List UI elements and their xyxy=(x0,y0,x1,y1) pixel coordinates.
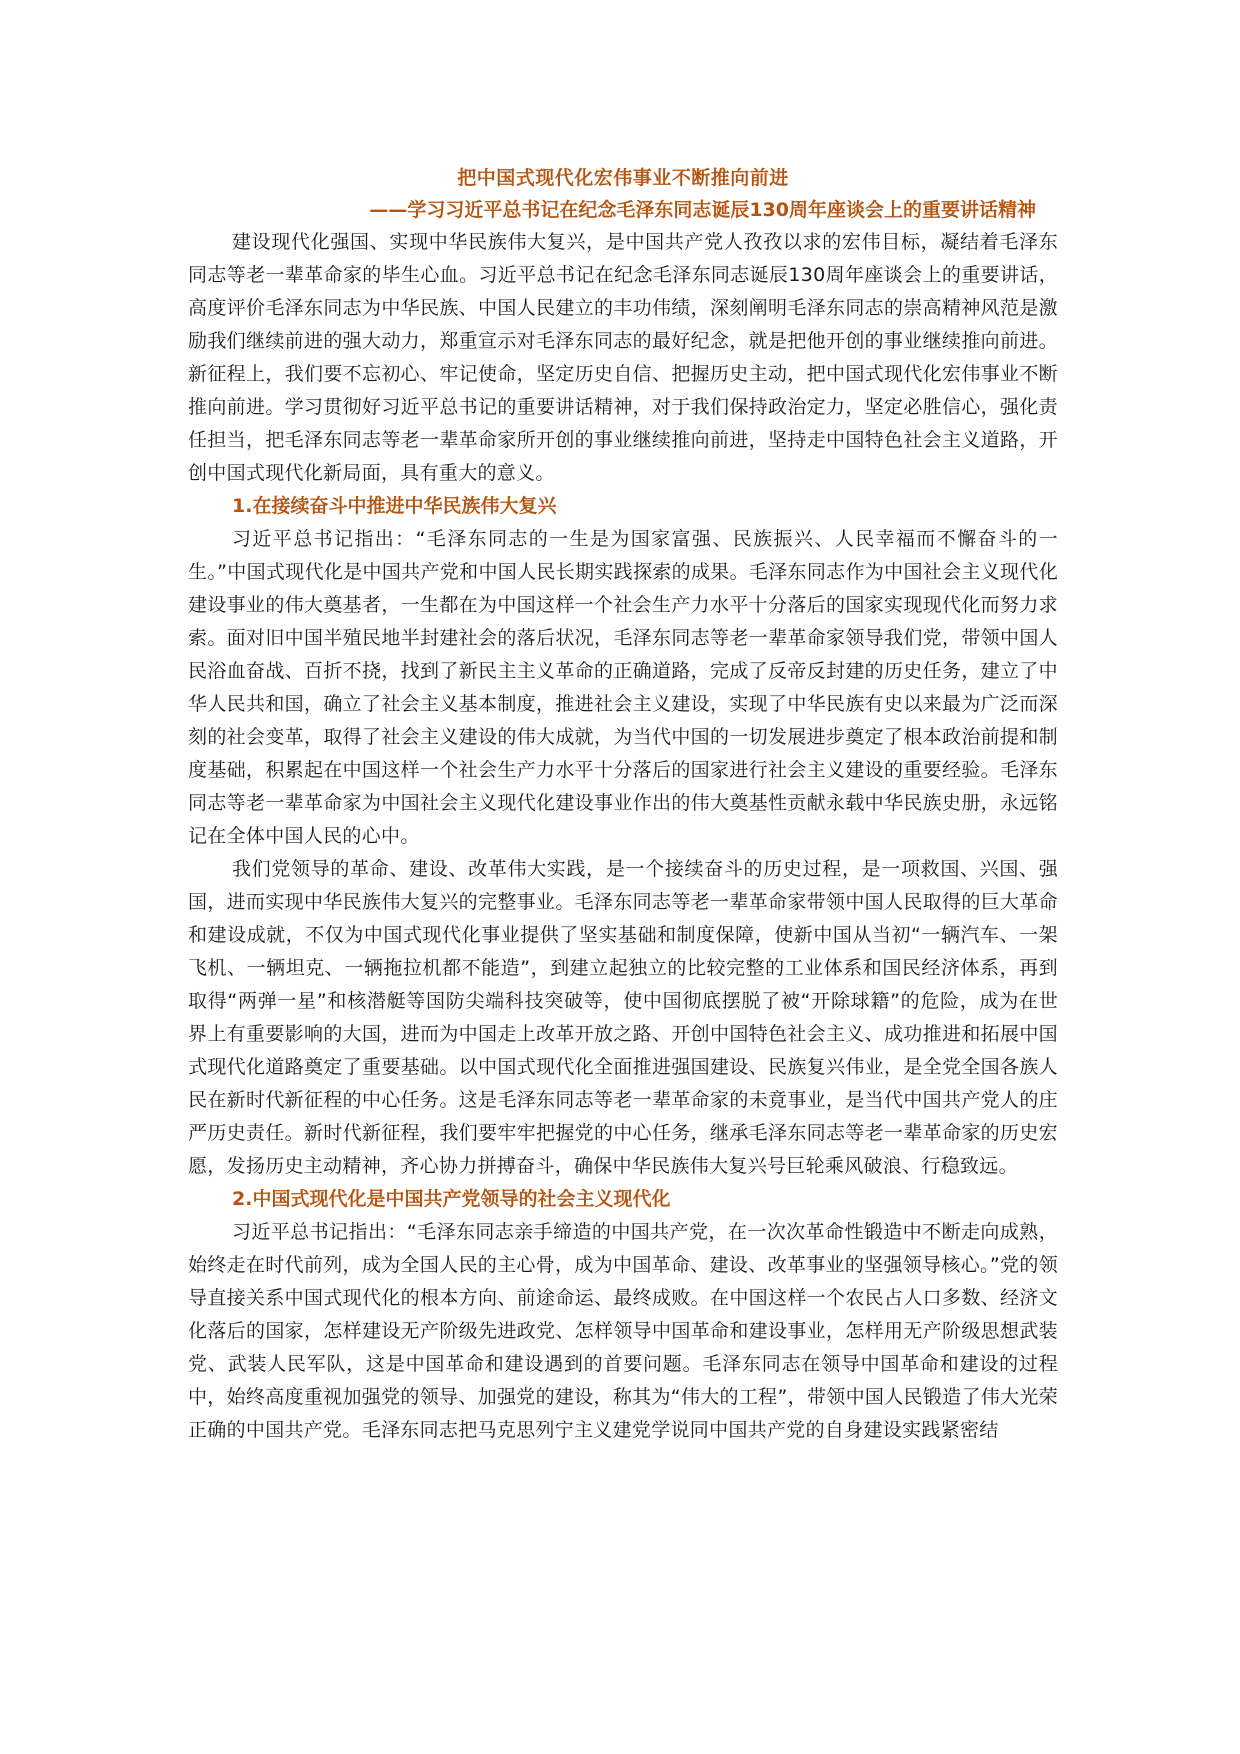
section-heading-2: 2.中国式现代化是中国共产党领导的社会主义现代化 xyxy=(232,1188,671,1210)
body-paragraph: 我们党领导的革命、建设、改革伟大实践，是一个接续奋斗的历史过程，是一项救国、兴国、强国，进而实现中华民族伟大复兴的完整事业。毛泽东同志等老一辈革命家带领中国人民取得的巨大革命和建设成就，不仅为中国式现代化事业提供了坚实基础和制度保障，使新中国从当初“一辆汽车、一架飞机、一辆坦克、一辆拖拉机都不能造”，到建立起独立的比较完整的工业体系和国民经济体系，再到取得“两弹一星”和核潜艇等国防尖端科技突破等，使中国彻底摆脱了被“开除球籍”的危险，成为在世界上有重要影响的大国，进而为中国走上改革开放之路、开创中国特色社会主义、成功推进和拓展中国式现代化道路奠定了重要基础。以中国式现代化全面推进强国建设、民族复兴伟业，是全党全国各族人民在新时代新征程的中心任务。这是毛泽东同志等老一辈革命家的未竟事业，是当代中国共产党人的庄严历史责任。新时代新征程，我们要牢牢把握党的中心任务，继承毛泽东同志等老一辈革命家的历史宏愿，发扬历史主动精神，齐心协力拼搏奋斗，确保中华民族伟大复兴号巨轮乘风破浪、行稳致远。 xyxy=(188,858,1058,1177)
document-subtitle: ——学习习近平总书记在纪念毛泽东同志诞辰130周年座谈会上的重要讲话精神 xyxy=(369,199,1036,221)
document-page xyxy=(188,162,1058,1447)
intro-paragraph: 建设现代化强国、实现中华民族伟大复兴，是中国共产党人孜孜以求的宏伟目标，凝结着毛泽东同志等老一辈革命家的毕生心血。习近平总书记在纪念毛泽东同志诞辰130周年座谈会上的重要讲话，高度评价毛泽东同志为中华民族、中国人民建立的丰功伟绩，深刻阐明毛泽东同志的崇高精神风范是激励我们继续前进的强大动力，郑重宣示对毛泽东同志的最好纪念，就是把他开创的事业继续推向前进。新征程上，我们要不忘初心、牢记使命，坚定历史自信、把握历史主动，把中国式现代化宏伟事业不断推向前进。学习贯彻好习近平总书记的重要讲话精神，对于我们保持政治定力，坚定必胜信心，强化责任担当，把毛泽东同志等老一辈革命家所开创的事业继续推向前进，坚持走中国特色社会主义道路，开创中国式现代化新局面，具有重大的意义。 xyxy=(188,231,1058,484)
body-paragraph: 习近平总书记指出：“毛泽东同志亲手缔造的中国共产党，在一次次革命性锻造中不断走向成熟，始终走在时代前列，成为全国人民的主心骨，成为中国革命、建设、改革事业的坚强领导核心。”党的领导直接关系中国式现代化的根本方向、前途命运、最终成败。在中国这样一个农民占人口多数、经济文化落后的国家，怎样建设无产阶级先进政党、怎样领导中国革命和建设事业，怎样用无产阶级思想武装党、武装人民军队，这是中国革命和建设遇到的首要问题。毛泽东同志在领导中国革命和建设的过程中，始终高度重视加强党的领导、加强党的建设，称其为“伟大的工程”，带领中国人民锻造了伟大光荣正确的中国共产党。毛泽东同志把马克思列宁主义建党学说同中国共产党的自身建设实践紧密结 xyxy=(188,1221,1058,1441)
section-heading-1: 1.在接续奋斗中推进中华民族伟大复兴 xyxy=(232,495,557,517)
body-paragraph: 习近平总书记指出：“毛泽东同志的一生是为国家富强、民族振兴、人民幸福而不懈奋斗的一生。”中国式现代化是中国共产党和中国人民长期实践探索的成果。毛泽东同志作为中国社会主义现代化建设事业的伟大奠基者，一生都在为中国这样一个社会生产力水平十分落后的国家实现现代化而努力求索。面对旧中国半殖民地半封建社会的落后状况，毛泽东同志等老一辈革命家领导我们党，带领中国人民浴血奋战、百折不挠，找到了新民主主义革命的正确道路，完成了反帝反封建的历史任务，建立了中华人民共和国，确立了社会主义基本制度，推进社会主义建设，实现了中华民族有史以来最为广泛而深刻的社会变革，取得了社会主义建设的伟大成就，为当代中国的一切发展进步奠定了根本政治前提和制度基础，积累起在中国这样一个社会生产力水平十分落后的国家进行社会主义建设的重要经验。毛泽东同志等老一辈革命家为中国社会主义现代化建设事业作出的伟大奠基性贡献永载中华民族史册，永远铭记在全体中国人民的心中。 xyxy=(188,528,1058,847)
document-title: 把中国式现代化宏伟事业不断推向前进 xyxy=(457,167,789,189)
